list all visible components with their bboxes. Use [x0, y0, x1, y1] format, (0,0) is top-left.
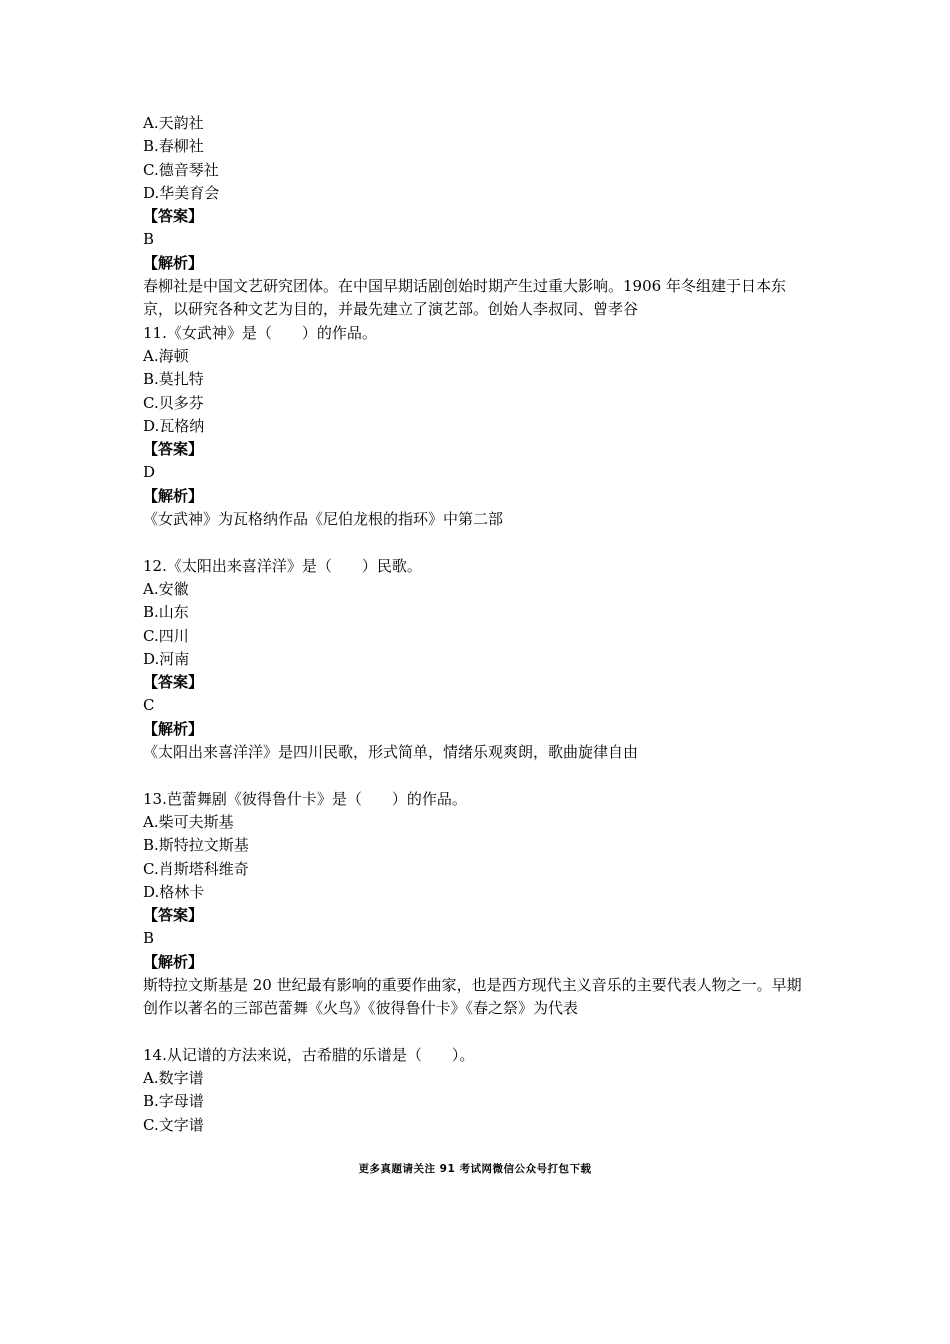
q13-analysis-label: 【解析】 [143, 952, 204, 971]
spacer [143, 764, 813, 787]
q11-option-d: D.瓦格纳 [143, 416, 205, 435]
spacer [143, 1021, 813, 1044]
q10-option-b: B.春柳社 [143, 137, 204, 156]
q12-answer-label: 【答案】 [143, 673, 204, 692]
q13-answer-label: 【答案】 [143, 906, 204, 925]
q13-option-c: C.肖斯塔科维奇 [143, 859, 249, 878]
q11-option-c: C.贝多芬 [143, 393, 204, 412]
q11-answer-label: 【答案】 [143, 440, 204, 459]
q13-analysis: 斯特拉文斯基是 20 世纪最有影响的重要作曲家，也是西方现代主义音乐的主要代表人物之一。早期创作以著名的三部芭蕾舞《火鸟》《彼得鲁什卡》《春之祭》为代表 [143, 975, 802, 1018]
q11-option-b: B.莫扎特 [143, 370, 204, 389]
q14-option-b: B.字母谱 [143, 1092, 204, 1111]
q13-option-b: B.斯特拉文斯基 [143, 836, 249, 855]
q14-question: 14.从记谱的方法来说，古希腊的乐谱是（ ）。 [143, 1045, 475, 1064]
q13-option-a: A.柴可夫斯基 [143, 812, 234, 831]
q12-option-b: B.山东 [143, 603, 189, 622]
q12-option-c: C.四川 [143, 626, 189, 645]
spacer [143, 531, 813, 554]
q10-option-d: D.华美育会 [143, 183, 220, 202]
q12-question: 12.《太阳出来喜洋洋》是（ ）民歌。 [143, 556, 422, 575]
q11-answer: D [143, 463, 156, 482]
q10-answer-label: 【答案】 [143, 207, 204, 226]
q12-answer: C [143, 696, 155, 715]
q13-question: 13.芭蕾舞剧《彼得鲁什卡》是（ ）的作品。 [143, 789, 467, 808]
q11-question: 11.《女武神》是（ ）的作品。 [143, 323, 377, 342]
q14-option-c: C.文字谱 [143, 1115, 204, 1134]
q11-option-a: A.海顿 [143, 346, 189, 365]
page-footer: 更多真题请关注 91 考试网微信公众号打包下载 [358, 1163, 592, 1175]
q10-analysis: 春柳社是中国文艺研究团体。在中国早期话剧创始时期产生过重大影响。1906 年冬组建于日本东京，以研究各种文艺为目的，并最先建立了演艺部。创始人李叔同、曾孝谷 [143, 277, 786, 319]
q13-answer: B [143, 929, 155, 948]
document-body [143, 112, 813, 1137]
q10-option-a: A.天韵社 [143, 114, 204, 132]
q12-analysis-label: 【解析】 [143, 719, 204, 738]
q10-answer: B [143, 230, 155, 249]
q14-option-a: A.数字谱 [143, 1069, 204, 1088]
q11-analysis-label: 【解析】 [143, 486, 204, 505]
q12-option-a: A.安徽 [143, 579, 189, 598]
q12-option-d: D.河南 [143, 649, 190, 668]
q10-analysis-label: 【解析】 [143, 253, 204, 272]
q10-option-c: C.德音琴社 [143, 160, 219, 179]
q11-analysis: 《女武神》为瓦格纳作品《尼伯龙根的指环》中第二部 [143, 510, 504, 529]
q12-analysis: 《太阳出来喜洋洋》是四川民歌，形式简单，情绪乐观爽朗，歌曲旋律自由 [143, 743, 639, 762]
q13-option-d: D.格林卡 [143, 882, 205, 901]
